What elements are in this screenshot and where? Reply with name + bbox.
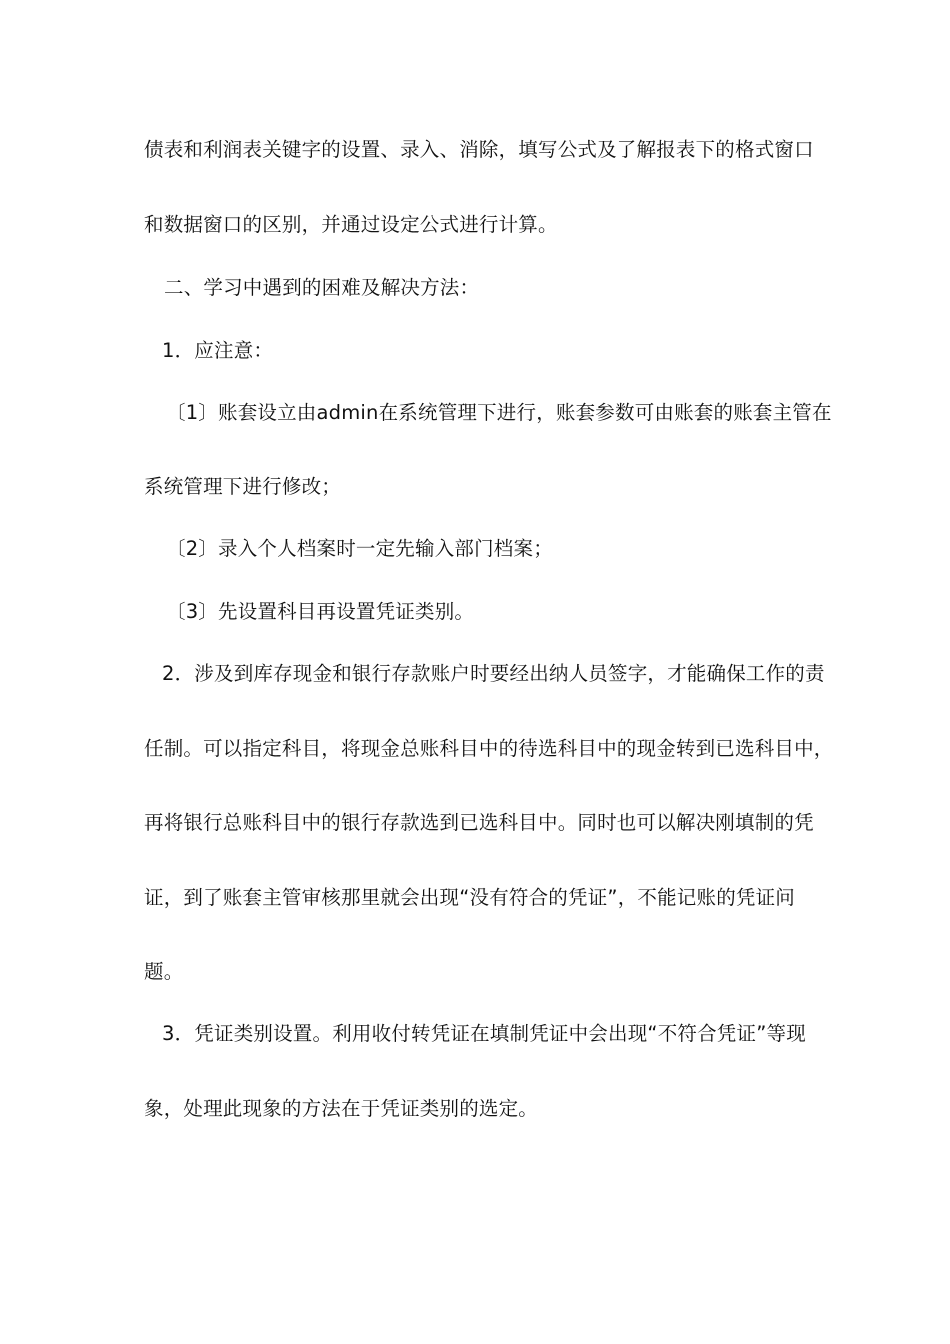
paragraph-line: 债表和利润表关键字的设置、录入、消除，填写公式及了解报表下的格式窗口 [144,138,814,161]
paragraph-line: 〔1〕账套设立由admin在系统管理下进行，账套参数可由账套的账套主管在 [166,401,832,424]
list-item-heading: 1．应注意： [162,339,274,362]
section-heading: 二、学习中遇到的困难及解决方法： [164,276,480,299]
paragraph-line: 再将银行总账科目中的银行存款选到已选科目中。同时也可以解决刚填制的凭 [144,811,814,834]
paragraph-line: 2．涉及到库存现金和银行存款账户时要经出纳人员签字，才能确保工作的责 [162,662,825,685]
paragraph-line: 〔2〕录入个人档案时一定先输入部门档案； [166,537,553,560]
paragraph-line: 任制。可以指定科目，将现金总账科目中的待选科目中的现金转到已选科目中， [144,737,834,760]
paragraph-line: 象，处理此现象的方法在于凭证类别的选定。 [144,1097,539,1120]
paragraph-line: 证，到了账套主管审核那里就会出现“没有符合的凭证”，不能记账的凭证问 [144,886,796,909]
paragraph-line: 3．凭证类别设置。利用收付转凭证在填制凭证中会出现“不符合凭证”等现 [162,1022,806,1045]
paragraph-line: 题。 [144,960,184,983]
paragraph-line: 和数据窗口的区别，并通过设定公式进行计算。 [144,213,558,236]
paragraph-line: 系统管理下进行修改； [144,475,342,498]
paragraph-line: 〔3〕先设置科目再设置凭证类别。 [166,600,475,623]
